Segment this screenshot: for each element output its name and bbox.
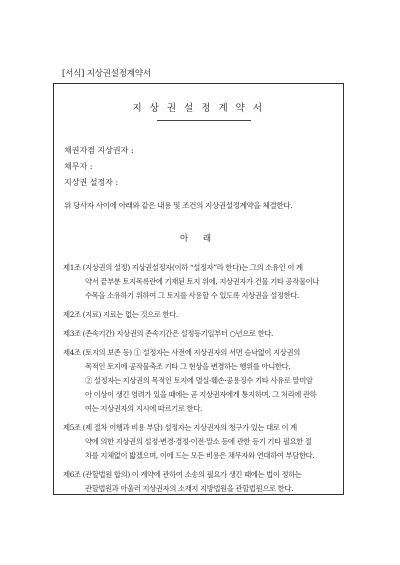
creditor-line: 채권자겸 지상권자 : — [64, 146, 134, 155]
clause-list — [63, 261, 339, 501]
clause-2 — [63, 308, 339, 322]
clause-line: 차를 지체없이 밟겠으며, 이에 드는 모든 비용은 채무자와 연대하여 부담한다. — [85, 451, 315, 460]
clause-line: ② 설정자는 지상권의 목적인 토지에 멸실·훼손·공용징수 기타 사유로 말미암 — [85, 376, 313, 385]
clause-line: 약서 끝부분 토지목록란에 기재된 토지 위에, 지상권자가 건물 기타 공작물이나 — [85, 277, 320, 286]
clause-1 — [63, 261, 339, 303]
clause-line: 제2조 (지료) 지료는 없는 것으로 한다. — [63, 310, 178, 319]
clause-line: 약에 의한 지상권의 설정·변경·경정·이전·말소 등에 관한 등기 기타 필요한 절 — [85, 437, 312, 446]
clause-6 — [63, 468, 339, 496]
intro-paragraph: 위 당사자 사이에 아래와 같은 내용 및 조건의 지상권설정계약을 체결한다. — [64, 201, 293, 210]
clause-line: 제1조 (지상권의 설정) 지상권설정자(이하 “설정자”라 한다)는 그의 소유인 이 계 — [63, 263, 303, 272]
section-heading: 아 래 — [179, 234, 218, 244]
debtor-line: 채무자 : — [64, 162, 93, 171]
document-title: 지 상 권 설 정 계 약 서 — [132, 103, 265, 114]
clause-line: 아 이상이 생긴 염려가 있을 때에는 곧 지상권자에게 통지하며, 그 처리에 관하 — [85, 390, 317, 399]
clause-3 — [63, 327, 339, 341]
clause-line: 제3조 (존속기간) 지상권의 존속기간은 설정등기일부터 ○년으로 한다. — [63, 329, 273, 338]
clause-line: 제6조 (관할법원 합의) 이 계약에 관하여 소송의 필요가 생긴 때에는 법이 정하는 — [63, 470, 302, 479]
clause-line: 여는 지상권자의 지시에 따르기로 한다. — [85, 404, 203, 413]
form-label: [서식] 지상권설정계약서 — [62, 69, 151, 79]
clause-line: 관할법원과 아울러 지상권자의 소재지 지방법원을 관할법원으로 한다. — [85, 484, 294, 493]
clause-line: 제4조 (토지의 보존 등) ① 설정자는 사전에 지상권자의 서면 승낙없이 지상권의 — [63, 348, 300, 357]
setter-line: 지상권 설정자 : — [64, 178, 119, 187]
clause-line: 제5조 (제 절차 이행과 비용 부담) 설정자는 지상권자의 청구가 있는 대로 이 계 — [63, 423, 297, 432]
clause-4 — [63, 346, 339, 416]
clause-line: 목적인 토지에 공작물축조 기타 그 현상을 변경하는 행위를 아니한다. — [85, 362, 291, 371]
title-underline — [157, 120, 251, 121]
contract-document — [53, 83, 344, 495]
clause-line: 수목을 소유하기 위하여 그 토지를 사용할 수 있도록 지상권을 설정한다. — [85, 291, 299, 300]
clause-5 — [63, 421, 339, 463]
